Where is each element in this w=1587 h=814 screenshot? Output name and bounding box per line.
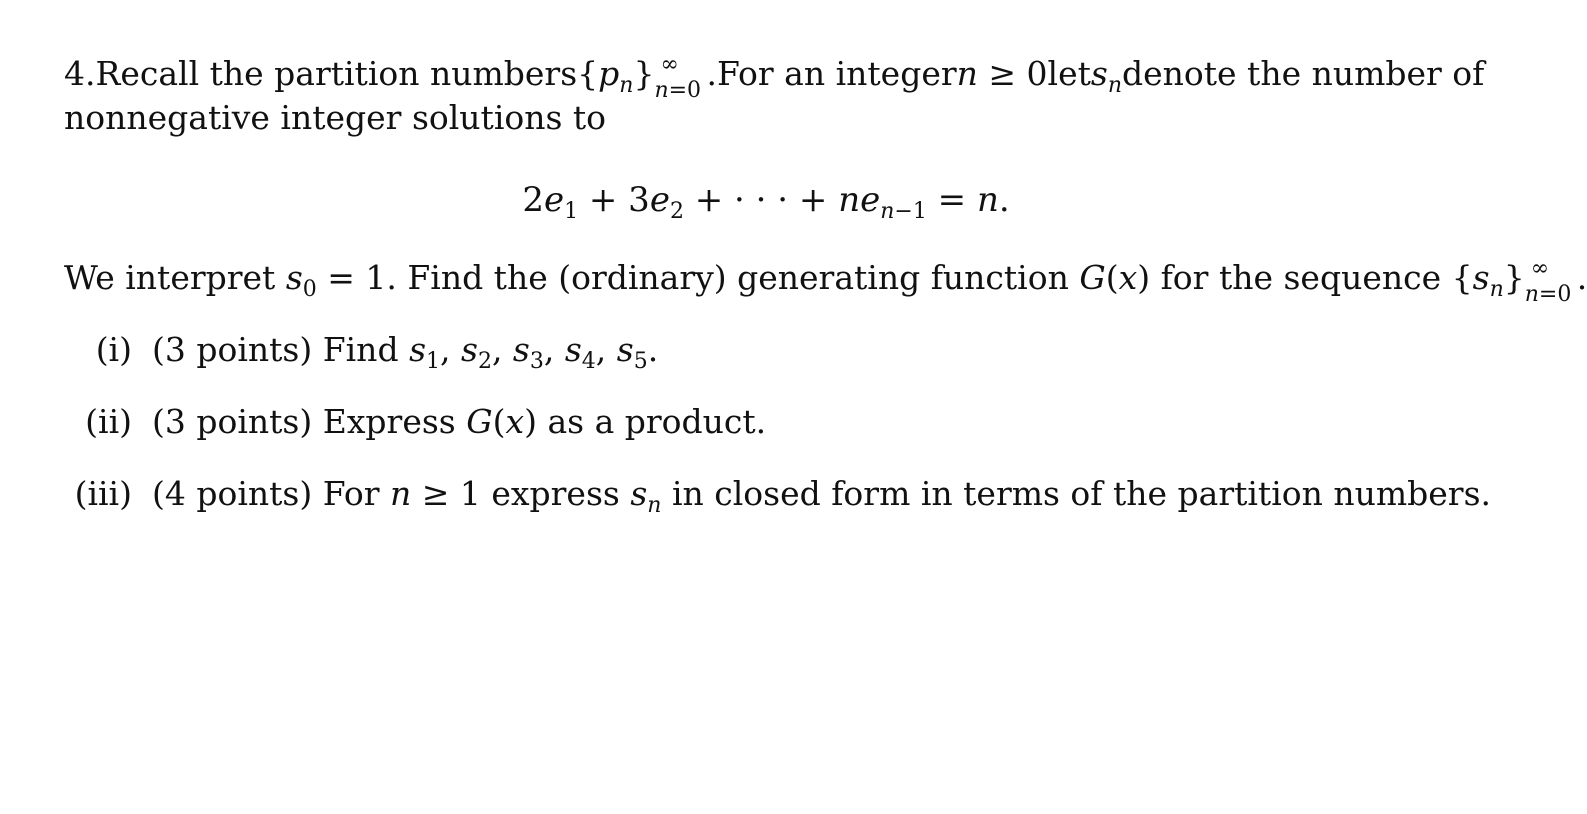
intro-line-1 [64,52,1485,103]
part-text-3: in closed form in terms of the partition numbers. [671,474,1492,513]
interpret-line: We interpret $s_0 = 1$. Find the (ordinary) generating function G(x) for the sequence $\{s_n\}$ ∞ n=0 . [64,256,1587,307]
part-label: (iii) [74,474,132,513]
intro-text-b: For an integer [716,54,957,93]
intro-line-2: nonnegative integer solutions to [64,98,607,137]
interpret-text-b: = 1. Find the (ordinary) generating function [327,258,1069,297]
parts-list [64,330,1492,546]
part-text-2: as a product. [547,402,767,441]
part-iii: (iii) (4 points) For n ≥ 1 express $s_n$ in closed form in terms of the partition numbers. [74,474,1492,518]
part-ii: (ii) (3 points) Express G(x) as a product. [85,402,767,441]
part-label: (i) [95,330,132,369]
interpret-text-c: for the sequence [1160,258,1442,297]
interpret-text-a: We interpret [64,258,276,297]
intro-text-c: let [1047,54,1091,93]
part-text-2: express [491,474,620,513]
intro-text-a: Recall the partition numbers [95,54,578,93]
n-condition: n ≥ 0 [956,54,1048,93]
equation: $2e_1 + 3e_2$ + · · · + $ne_{n-1} = n$. [522,180,1010,224]
part-points: (4 points) [152,474,313,513]
part-points: (3 points) [152,402,313,441]
problem-number: 4. [64,54,96,93]
s-n-symbol: $s_n$ [1090,54,1122,98]
partition-sequence: $\{p_n\}$ ∞ n=0 . [577,52,717,103]
intro-text-d: denote the number of [1122,54,1485,93]
part-text: Express [322,402,456,441]
problem-4 [64,52,1587,518]
part-i: (i) (3 points) Find $s_1$, $s_2$, $s_3$, $s_4$, $s_5$. [95,330,659,374]
part-text: For [322,474,380,513]
part-points: (3 points) [152,330,313,369]
part-label: (ii) [85,402,132,441]
part-text: Find [322,330,399,369]
